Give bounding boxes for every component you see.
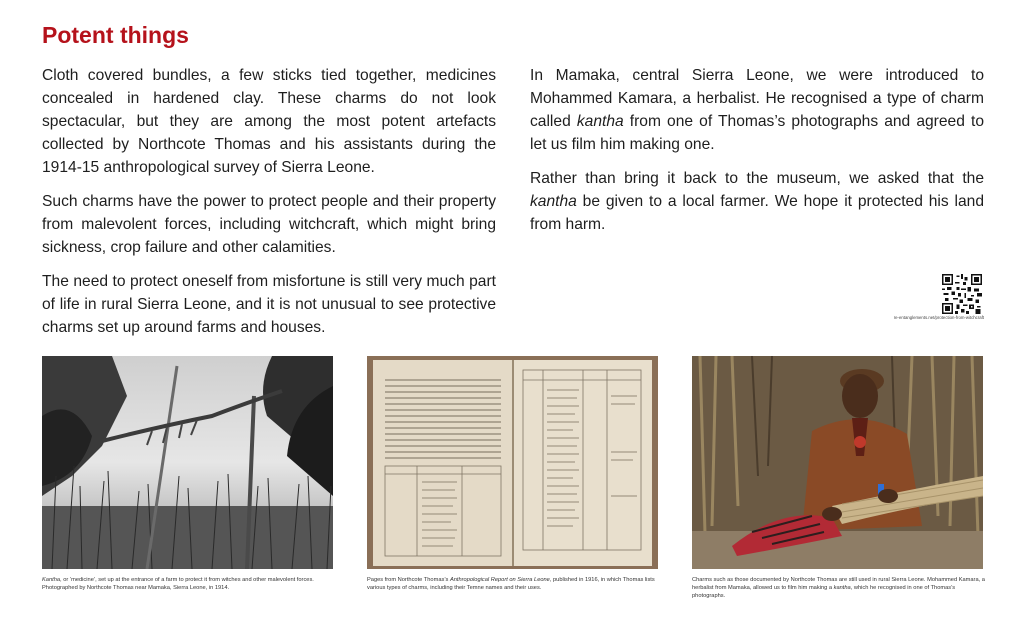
text-run: , which he recognised in one of Thomas’s photographs. <box>692 585 956 599</box>
report-title: Anthropological Report on Sierra Leone <box>449 577 550 583</box>
page-title: Potent things <box>42 22 189 48</box>
qr-url-label: re-entanglements.net/protection-from-witchcraft <box>893 315 984 320</box>
kantha-farm-photo <box>42 356 333 569</box>
mamaka-paragraph <box>530 64 984 156</box>
text-run: In Mamaka, central Sierra Leone, we were introduced to Mohammed Kamara, a herbalist. He recognised a type of charm called <box>530 67 984 130</box>
qr-code-icon[interactable] <box>942 274 982 314</box>
herbalist-photo <box>692 356 983 569</box>
farmer-paragraph <box>530 167 984 236</box>
text-run: , published in 1916, in which Thomas lists various types of charms, including their Temne names and their uses. <box>367 577 655 591</box>
text-run: Pages from Northcote Thomas’s <box>367 577 450 583</box>
kantha-term: kantha <box>530 193 577 210</box>
text-run: , or ‘medicine’, set up at the entrance of a farm to protect it from witches and other malevolent forces. Photographed by Northcote Thomas near Mamaka, Sierra Leone, in 1914. <box>42 577 314 591</box>
photo-caption-kantha <box>42 576 335 592</box>
kantha-term: kantha <box>833 585 851 591</box>
kantha-term: Kantha <box>42 577 61 583</box>
text-run: Charms such as those documented by Northcote Thomas are still used in rural Sierra Leone. Mohammed Kamara, a herbalist from Mamaka, allowed us to film him making a <box>692 577 985 591</box>
text-run: be given to a local farmer. We hope it protected his land from harm. <box>530 193 984 233</box>
left-text-column <box>42 64 496 350</box>
photo-caption-herbalist <box>692 576 985 600</box>
text-run: Rather than bring it back to the museum, we asked that the <box>530 170 984 187</box>
charm-power-paragraph: Such charms have the power to protect people and their property from malevolent forces, including witchcraft, which might bring sickness, crop failure and other calamities. <box>42 193 496 256</box>
report-book-photo <box>367 356 658 569</box>
intro-paragraph: Cloth covered bundles, a few sticks tied together, medicines concealed in hardened clay. These charms do not look spectacular, but they are among the most potent artefacts collected by Northcote Thomas and his assistants during the 1914-15 anthropological survey of Sierra Leone. <box>42 67 496 176</box>
kantha-term: kantha <box>576 113 624 130</box>
right-text-column <box>530 64 984 247</box>
protection-paragraph: The need to protect oneself from misfortune is still very much part of life in rural Sierra Leone, and it is not unusual to see protective charms set up around farms and houses. <box>42 273 496 336</box>
text-run: from one of Thomas’s photographs and agreed to let us film him making one. <box>530 113 984 153</box>
photo-caption-report <box>367 576 660 592</box>
